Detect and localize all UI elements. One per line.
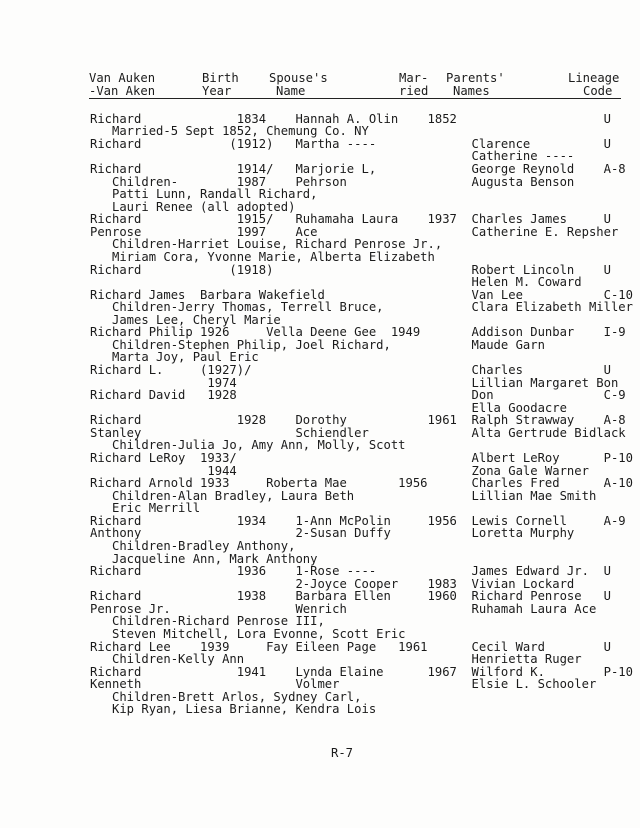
entry-line: Anthony 2-Susan Duffy Loretta Murphy [90, 526, 575, 540]
entry-line: Children-Richard Penrose III, [90, 614, 325, 628]
header-col6-line1: Lineage [568, 71, 620, 85]
entry-line: Richard 1914/ Marjorie L, George Reynold A-8 [90, 162, 626, 176]
entry-line: Richard 1941 Lynda Elaine 1967 Wilford K. P-10 [90, 665, 633, 679]
header-col4-line2: ried [399, 84, 429, 98]
entry-line: Stanley Schiendler Alta Gertrude Bidlack [90, 426, 626, 440]
entry-line: Ella Goodacre [90, 401, 567, 415]
header-col1-line1: Van Auken [89, 71, 156, 85]
entry-line: Penrose 1997 Ace Catherine E. Repsher [90, 225, 619, 239]
entry-line: Penrose Jr. Wenrich Ruhamah Laura Ace [90, 602, 597, 616]
entry-line: Richard L. (1927)/ Charles U [90, 363, 611, 377]
entry-line: Children-Alan Bradley, Laura Beth Lillian Mae Smith [90, 489, 597, 503]
entry-line: Richard Arnold 1933 Roberta Mae 1956 Charles Fred A-10 [90, 476, 633, 490]
entry-line: Richard David 1928 Don C-9 [90, 388, 626, 402]
entry-line: Children-Jerry Thomas, Terrell Bruce, Clara Elizabeth Miller [90, 300, 633, 314]
entry-line: Catherine ---- [90, 149, 575, 163]
entry-line: Miriam Cora, Yvonne Marie, Alberta Elizabeth [90, 250, 435, 264]
header-col5-line2: Names [453, 84, 490, 98]
entry-line: Richard Philip 1926 Vella Deene Gee 1949 Addison Dunbar I-9 [90, 325, 626, 339]
entry-line: Children-Kelly Ann Henrietta Ruger [90, 652, 582, 666]
header-col4-line1: Mar- [399, 71, 429, 85]
entry-line: Children- 1987 Pehrson Augusta Benson [90, 175, 575, 189]
entry-line: Richard 1938 Barbara Ellen 1960 Richard Penrose U [90, 589, 611, 603]
header-col5-line1: Parents' [446, 71, 505, 85]
entry-line: Eric Merrill [90, 501, 201, 515]
entry-line: Richard 1834 Hannah A. Olin 1852 U [90, 112, 611, 126]
entry-line: Richard 1936 1-Rose ---- James Edward Jr. U [90, 564, 611, 578]
entry-line: Richard (1912) Martha ---- Clarence U [90, 137, 611, 151]
entry-line: Marta Joy, Paul Eric [90, 350, 259, 364]
entry-line: Jacqueline Ann, Mark Anthony [90, 552, 318, 566]
entry-line: Richard 1928 Dorothy 1961 Ralph Strawway A-8 [90, 413, 626, 427]
entry-line: 2-Joyce Cooper 1983 Vivian Lockard [90, 577, 575, 591]
entry-line: Richard Lee 1939 Fay Eileen Page 1961 Cecil Ward U [90, 640, 611, 654]
header-col6-line2: Code [583, 84, 613, 98]
entry-line: Children-Harriet Louise, Richard Penrose Jr., [90, 237, 443, 251]
entry-line: Kenneth Volmer Elsie L. Schooler [90, 677, 597, 691]
entry-line: Children-Julia Jo, Amy Ann, Molly, Scott [90, 438, 406, 452]
entry-line: Richard James Barbara Wakefield Van Lee C-10 [90, 288, 633, 302]
page-number: R-7 [331, 746, 354, 760]
entry-line: Children-Bradley Anthony, [90, 539, 296, 553]
header-col2-line1: Birth [202, 71, 239, 85]
entry-line: Richard LeRoy 1933/ Albert LeRoy P-10 [90, 451, 633, 465]
header-col1-line2: -Van Aken [89, 84, 156, 98]
entry-line: Helen M. Coward [90, 275, 582, 289]
entry-line: James Lee, Cheryl Marie [90, 313, 281, 327]
entry-line: Richard 1934 1-Ann McPolin 1956 Lewis Cornell A-9 [90, 514, 626, 528]
entry-line: Steven Mitchell, Lora Evonne, Scott Eric [90, 627, 406, 641]
entry-line: Richard 1915/ Ruhamaha Laura 1937 Charles James U [90, 212, 611, 226]
entry-line: 1974 Lillian Margaret Bon [90, 376, 619, 390]
entry-line: Patti Lunn, Randall Richard, [90, 187, 318, 201]
header-col3-line1: Spouse's [269, 71, 328, 85]
entry-line: Kip Ryan, Liesa Brianne, Kendra Lois [90, 702, 377, 716]
entry-line: Children-Stephen Philip, Joel Richard, Maude Garn [90, 338, 545, 352]
header-col3-line2: Name [276, 84, 306, 98]
entry-line: Lauri Renee (all adopted) [90, 200, 296, 214]
header-col2-line2: Year [202, 84, 232, 98]
entry-line: Children-Brett Arlos, Sydney Carl, [90, 690, 362, 704]
header-underline [89, 98, 621, 99]
entry-line: Richard (1918) Robert Lincoln U [90, 263, 611, 277]
entry-line: 1944 Zona Gale Warner [90, 464, 589, 478]
entry-line: Married-5 Sept 1852, Chemung Co. NY [90, 124, 369, 138]
